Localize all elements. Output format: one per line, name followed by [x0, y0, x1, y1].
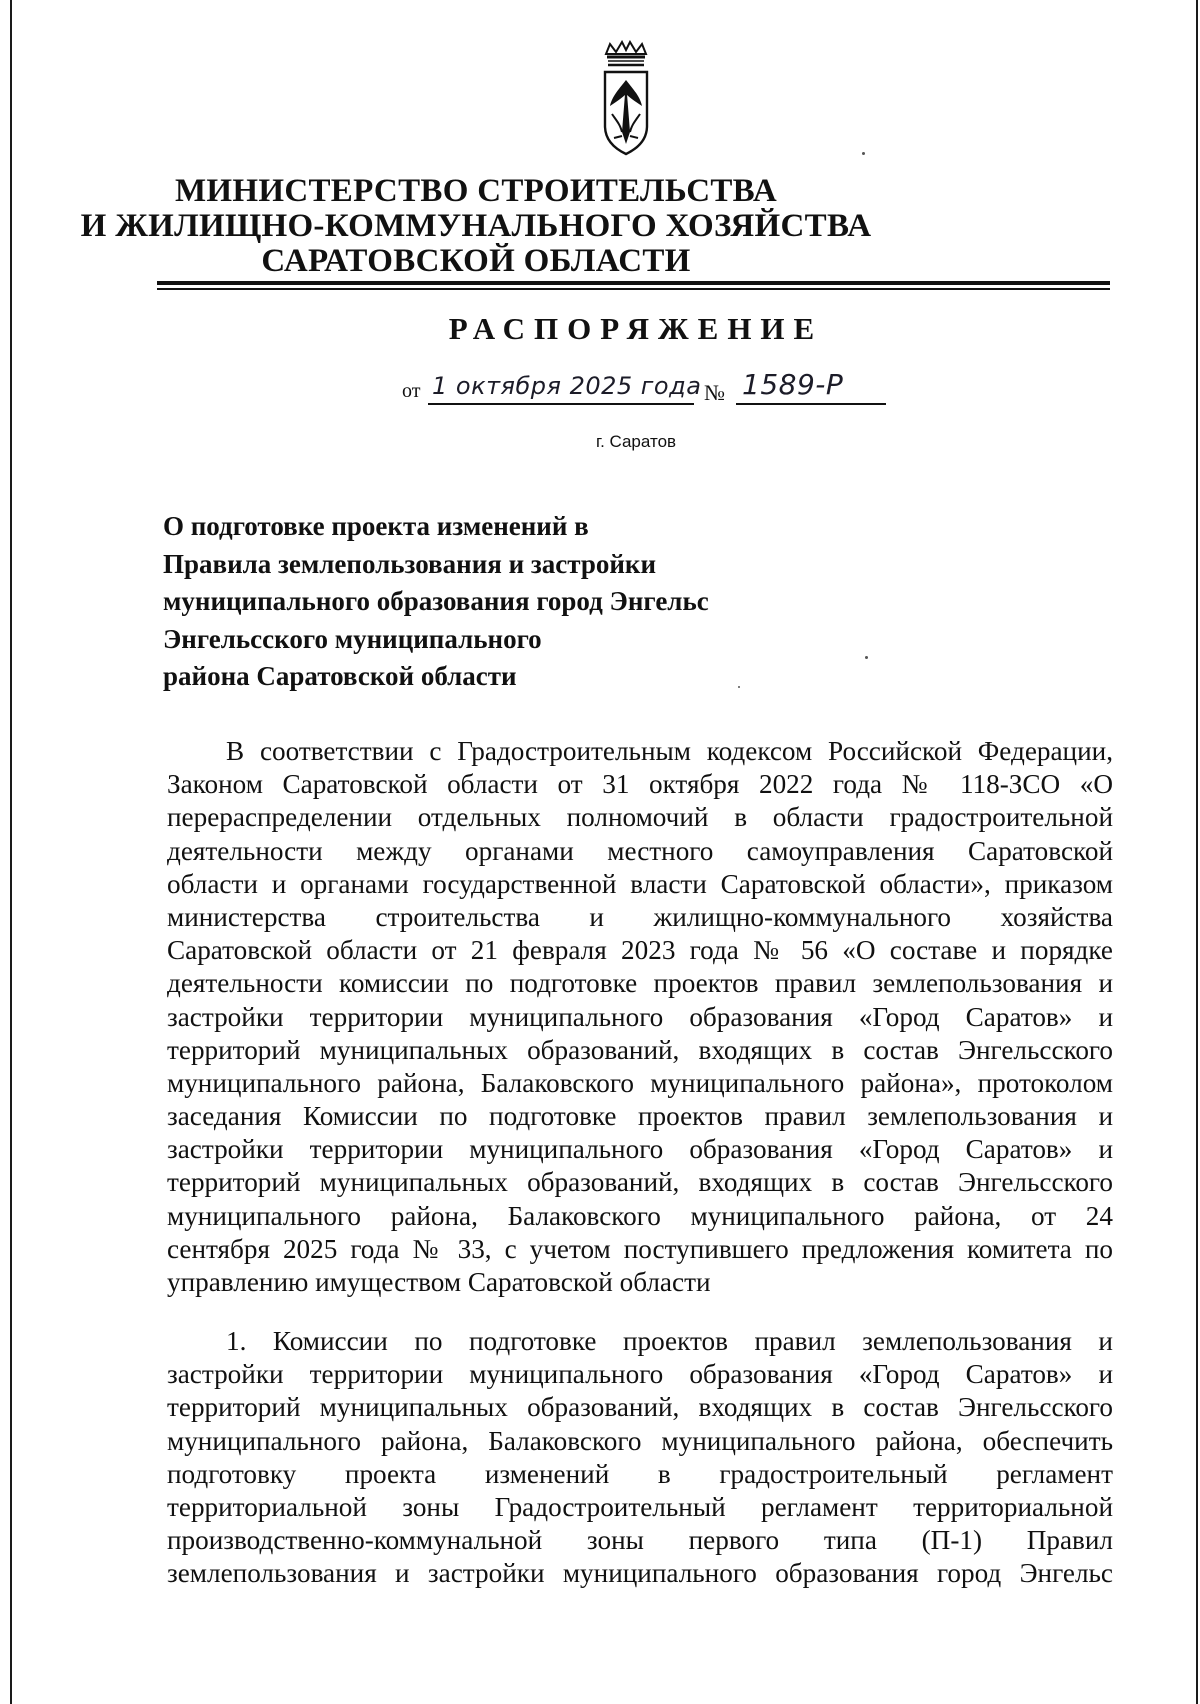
text-line: территорий муниципальных образований, входящих в состав Энгельсского: [167, 1392, 1113, 1423]
ministry-name-line-1: МИНИСТЕРСТВО СТРОИТЕЛЬСТВА: [174, 173, 778, 209]
text-line: территориальной зоны Градостроительный регламент территориальной: [167, 1491, 1113, 1522]
text-line: землепользования и застройки муниципального образования город Энгельс: [167, 1558, 1113, 1589]
text-line: муниципального района, Балаковского муниципального района», протоколом: [167, 1067, 1113, 1098]
subject-line: Правила землепользования и застройки: [163, 548, 657, 579]
scan-edge-right: [1196, 0, 1198, 1704]
subject-line: района Саратовской области: [163, 661, 517, 691]
text-line: министерства строительства и жилищно-коммунального хозяйства: [167, 901, 1113, 932]
number-underline: [736, 403, 886, 405]
text-line: перераспределении отдельных полномочий в области градостроительной: [167, 802, 1113, 833]
date-number-line: [402, 368, 922, 408]
coat-of-arms-icon: [598, 40, 654, 158]
text-line: деятельности между органами местного самоуправления Саратовской: [167, 835, 1113, 866]
subject-heading: [163, 508, 863, 696]
text-line: подготовку проекта изменений в градостроительный регламент: [167, 1458, 1113, 1489]
city-label: г. Саратов: [595, 432, 677, 451]
date-underline: [428, 403, 694, 405]
text-line: застройки территории муниципального образования «Город Саратов» и: [167, 1134, 1113, 1165]
date-prefix: от: [402, 380, 421, 402]
header-rule-thin: [157, 288, 1110, 290]
text-line: заседания Комиссии по подготовке проектов правил землепользования и: [167, 1101, 1113, 1132]
ministry-name-line-3: САРАТОВСКОЙ ОБЛАСТИ: [261, 243, 691, 279]
document-type-title: РАСПОРЯЖЕНИЕ: [448, 311, 824, 346]
text-line: деятельности комиссии по подготовке проектов правил землепользования и: [167, 968, 1113, 999]
preamble-paragraph: [167, 735, 1113, 1299]
text-line: области и органами государственной власти Саратовской области», приказом: [167, 868, 1113, 899]
text-line: Саратовской области от 21 февраля 2023 года № 56 «О составе и порядке: [167, 935, 1113, 966]
text-line: Законом Саратовской области от 31 октября 2022 года № 118-ЗСО «О: [167, 769, 1113, 800]
text-line: производственно-коммунальной зоны первого типа (П-1) Правил: [167, 1525, 1113, 1556]
ministry-name-line-2: И ЖИЛИЩНО-КОММУНАЛЬНОГО ХОЗЯЙСТВА: [80, 208, 872, 244]
handwritten-date: 1 октября 2025 года: [432, 372, 702, 400]
subject-line: Энгельсского муниципального: [163, 623, 542, 654]
text-line: управлению имуществом Саратовской области: [167, 1267, 711, 1297]
text-line: муниципального района, Балаковского муниципального района, обеспечить: [167, 1425, 1113, 1456]
handwritten-number: 1589-Р: [742, 368, 844, 401]
number-prefix: №: [704, 380, 725, 405]
subject-line: О подготовке проекта изменений в: [163, 511, 589, 541]
text-line: муниципального района, Балаковского муниципального района, от 24: [167, 1200, 1113, 1231]
text-line: территорий муниципальных образований, входящих в состав Энгельсского: [167, 1167, 1113, 1198]
text-line: сентября 2025 года № 33, с учетом поступившего предложения комитета по: [167, 1233, 1113, 1264]
text-line: застройки территории муниципального образования «Город Саратов» и: [167, 1001, 1113, 1032]
text-line: территорий муниципальных образований, входящих в состав Энгельсского: [167, 1034, 1113, 1065]
item-1-paragraph: [167, 1325, 1113, 1591]
text-line: 1. Комиссии по подготовке проектов правил землепользования и: [226, 1326, 1113, 1356]
text-line: застройки территории муниципального образования «Город Саратов» и: [167, 1359, 1113, 1390]
text-line: В соответствии с Градостроительным кодексом Российской Федерации,: [226, 736, 1113, 766]
scan-speck: [865, 656, 868, 659]
scan-speck: [862, 152, 865, 155]
subject-line: муниципального образования город Энгельс: [163, 586, 709, 616]
header-rule-thick: [157, 281, 1110, 285]
